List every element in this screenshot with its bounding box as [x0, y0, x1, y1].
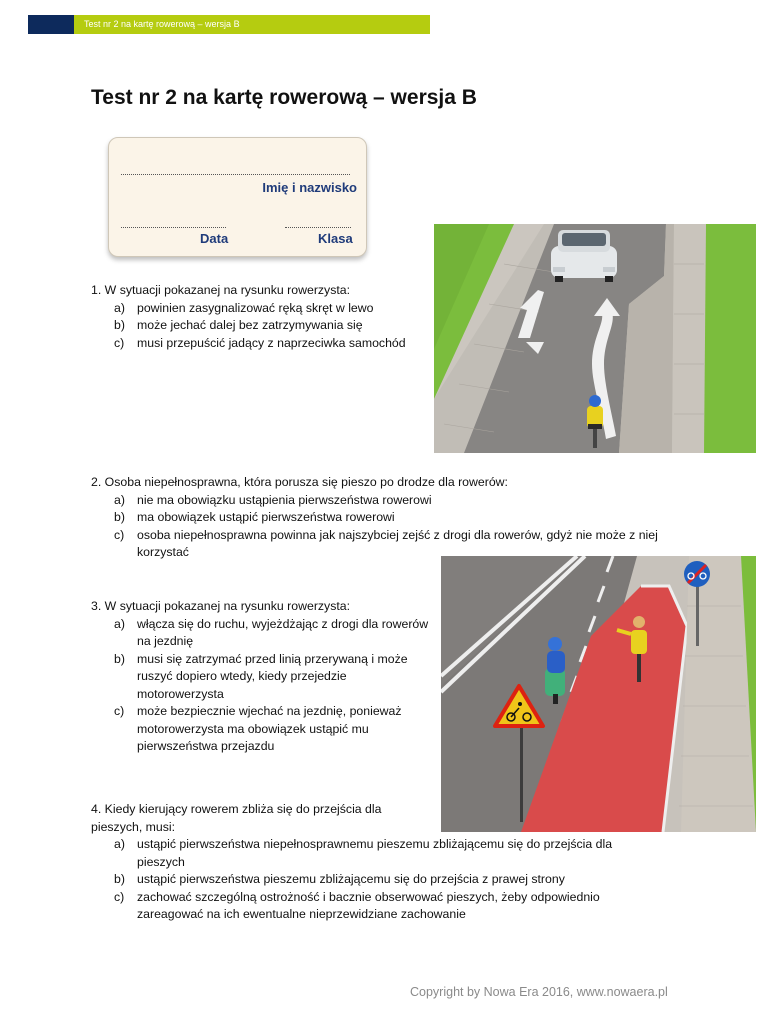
option-text: włącza się do ruchu, wyjeżdżając z drogi dla rowerów na jezdnię [137, 616, 429, 648]
question-text: 3. W sytuacji pokazanej na rysunku rowerzysta: [91, 599, 351, 613]
option-text: zachować szczególną ostrożność i bacznie obserwować pieszych, żeby odpowiednio zareagować na ich ewentualne nieprzewidziane zachowanie [137, 889, 600, 921]
question-text: 1. W sytuacji pokazanej na rysunku rowerzysta: [91, 283, 351, 297]
option-c[interactable] [91, 703, 429, 756]
option-text: ma obowiązek ustąpić pierwszeństwa rowerowi [137, 510, 395, 524]
question-text: 4. Kiedy kierujący rowerem zbliża się do przejścia dla pieszych, musi: [91, 802, 382, 834]
option-a[interactable] [91, 836, 651, 871]
page-title: Test nr 2 na kartę rowerową – wersja B [91, 86, 477, 109]
option-text: musi się zatrzymać przed linią przerywaną i może ruszyć dopiero wtedy, kiedy przejedzie motorowerzysta [137, 651, 408, 701]
option-c[interactable] [91, 335, 427, 353]
option-letter: c) [114, 704, 125, 718]
header-blue-block [28, 15, 74, 34]
option-b[interactable] [91, 509, 661, 527]
option-text: osoba niepełnosprawna powinna jak najszybciej zejść z drogi dla rowerów, gdyż nie może z niej korzystać [137, 527, 658, 559]
option-letter: b) [114, 510, 125, 524]
class-label: Klasa [318, 231, 353, 246]
car [551, 230, 617, 282]
option-b[interactable] [91, 871, 651, 889]
class-line[interactable] [285, 227, 351, 228]
option-text: ustąpić pierwszeństwa pieszemu zbliżającemu się do przejścia z prawej strony [137, 872, 565, 886]
name-label: Imię i nazwisko [262, 180, 357, 195]
name-line[interactable] [121, 174, 350, 175]
option-text: może bezpiecznie wjechać na jezdnię, ponieważ motorowerzysta ma obowiązek ustąpić mu pierwszeństwa przejazdu [137, 704, 402, 753]
option-letter: b) [114, 318, 125, 332]
option-letter: a) [114, 616, 125, 631]
option-letter: a) [114, 492, 125, 507]
option-letter: c) [114, 335, 125, 350]
question-text: 2. Osoba niepełnosprawna, która porusza się pieszo po drodze dla rowerów: [91, 475, 508, 489]
date-line[interactable] [121, 227, 226, 228]
option-a[interactable] [91, 492, 661, 510]
header-bar [74, 15, 430, 34]
option-letter: a) [114, 300, 125, 315]
option-text: powinien zasygnalizować ręką skręt w lewo [137, 300, 374, 315]
illustration-road-car-cyclist [434, 224, 756, 453]
question-1 [91, 282, 427, 352]
option-letter: b) [114, 872, 125, 886]
option-text: ustąpić pierwszeństwa niepełnosprawnemu pieszemu zbliżającemu się do przejścia dla pieszych [137, 837, 613, 869]
student-info-card [108, 137, 367, 257]
question-3 [91, 598, 429, 756]
question-2 [91, 474, 661, 562]
option-text: musi przepuścić jadący z naprzeciwka samochód [137, 335, 406, 350]
option-c[interactable] [91, 889, 651, 924]
copyright-footer: Copyright by Nowa Era 2016, www.nowaera.pl [410, 985, 668, 999]
option-text: nie ma obowiązku ustąpienia pierwszeństwa rowerowi [137, 492, 432, 507]
header-text: Test nr 2 na kartę rowerową – wersja B [84, 19, 240, 29]
illustration-bike-path [441, 556, 756, 832]
date-label: Data [200, 231, 229, 246]
option-text: może jechać dalej bez zatrzymywania się [137, 318, 363, 332]
option-b[interactable] [91, 651, 429, 704]
option-letter: c) [114, 889, 125, 904]
option-a[interactable] [91, 616, 429, 651]
option-a[interactable] [91, 300, 427, 318]
option-letter: b) [114, 651, 125, 666]
option-b[interactable] [91, 317, 427, 335]
option-letter: a) [114, 837, 125, 851]
option-letter: c) [114, 527, 125, 542]
